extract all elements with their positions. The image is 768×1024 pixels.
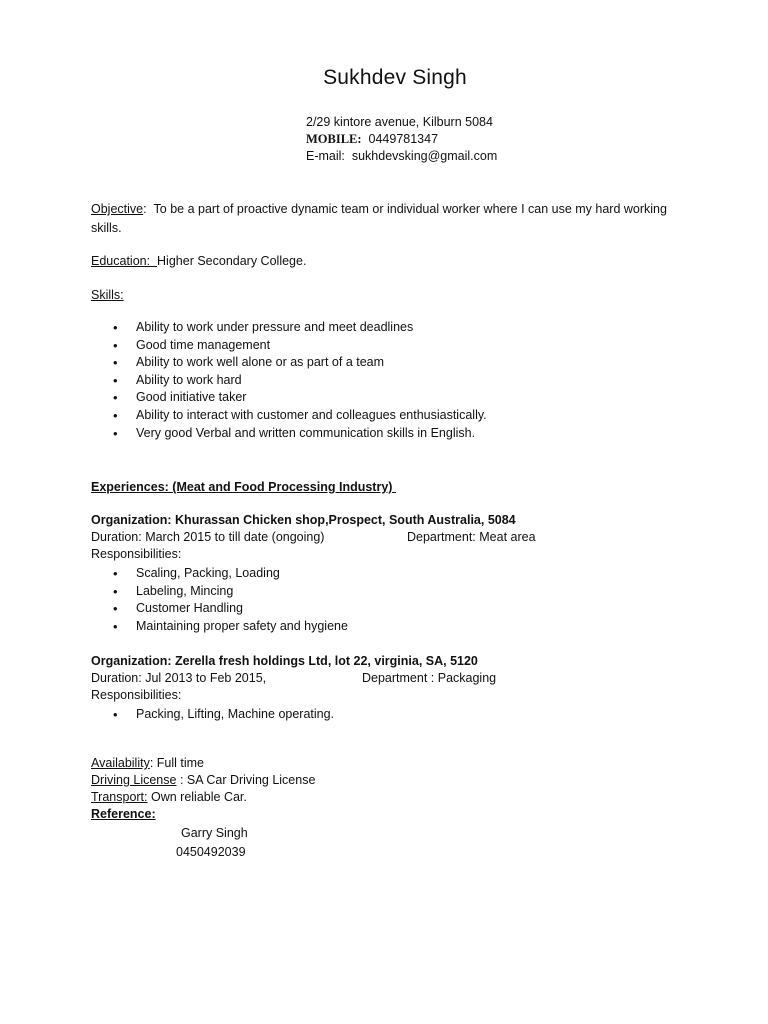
availability-label: Availability <box>91 756 150 770</box>
transport-row <box>91 789 688 806</box>
email-line <box>306 148 497 165</box>
education-text: Higher Secondary College. <box>157 254 307 268</box>
transport-label: Transport: <box>91 790 148 804</box>
contact-block <box>306 114 497 165</box>
objective-text-line1: To be a part of proactive dynamic team or individual worker where I can use my hard working <box>153 202 667 216</box>
list-item: • Maintaining proper safety and hygiene <box>91 618 688 636</box>
skills-list <box>91 319 688 442</box>
list-item: • Ability to work under pressure and meet deadlines <box>91 319 688 337</box>
job-duration-row <box>91 529 688 546</box>
driving-license-label: Driving License <box>91 773 177 787</box>
experiences-heading <box>91 479 688 496</box>
email-address: sukhdevsking@gmail.com <box>351 149 498 163</box>
mobile-number: 0449781347 <box>368 132 439 146</box>
reference-label: Reference: <box>91 807 156 821</box>
responsibilities-list <box>91 706 688 724</box>
education-section <box>91 253 688 270</box>
job-organization: Organization: Khurassan Chicken shop,Prospect, South Australia, 5084 <box>91 513 516 527</box>
objective-section: Objective: To be a part of proactive dynamic team or individual worker where I can use my hard working skills. <box>91 200 688 238</box>
job-duration-row <box>91 670 688 687</box>
job-organization: Organization: Zerella fresh holdings Ltd, lot 22, virginia, SA, 5120 <box>91 654 478 668</box>
list-item: • Very good Verbal and written communication skills in English. <box>91 425 688 443</box>
job-duration: Duration: Jul 2013 to Feb 2015, <box>91 671 267 685</box>
skills-heading <box>91 287 688 304</box>
mobile-label: MOBILE: <box>306 132 362 146</box>
job-department: Department : Packaging <box>362 671 497 685</box>
address: 2/29 kintore avenue, Kilburn 5084 <box>306 115 493 129</box>
driving-license-value: : SA Car Driving License <box>176 773 316 787</box>
list-item: • Packing, Lifting, Machine operating. <box>91 706 688 724</box>
responsibilities-list <box>91 565 688 635</box>
job-duration: Duration: March 2015 to till date (ongoing) <box>91 530 325 544</box>
objective-label: Objective <box>91 202 144 216</box>
mobile-line <box>306 131 497 148</box>
list-item: • Good initiative taker <box>91 389 688 407</box>
job-entry-1 <box>91 512 688 635</box>
job-entry-2 <box>91 653 688 724</box>
list-item: • Customer Handling <box>91 600 688 618</box>
additional-info <box>91 755 688 823</box>
list-item: • Scaling, Packing, Loading <box>91 565 688 583</box>
skills-label: Skills: <box>91 288 124 302</box>
transport-value: Own reliable Car. <box>147 790 247 804</box>
list-item: • Labeling, Mincing <box>91 583 688 601</box>
list-item: • Ability to interact with customer and colleagues enthusiastically. <box>91 407 688 425</box>
objective-text-line2: skills. <box>91 221 122 235</box>
reference-phone: 0450492039 <box>176 845 246 859</box>
list-item: • Ability to work hard <box>91 372 688 390</box>
reference-name: Garry Singh <box>181 826 248 840</box>
responsibilities-label: Responsibilities: <box>91 547 182 561</box>
list-item: • Ability to work well alone or as part of a team <box>91 354 688 372</box>
responsibilities-label: Responsibilities: <box>91 688 182 702</box>
experiences-heading-text: Experiences: (Meat and Food Processing Industry) <box>91 480 393 494</box>
list-item: • Good time management <box>91 337 688 355</box>
availability-row <box>91 755 688 772</box>
education-label: Education: <box>91 254 151 268</box>
driving-license-row <box>91 772 688 789</box>
job-department: Department: Meat area <box>407 530 536 544</box>
reference-row <box>91 806 688 823</box>
availability-value: : Full time <box>149 756 205 770</box>
candidate-name: Sukhdev Singh <box>323 66 467 89</box>
email-label: E-mail: <box>306 149 345 163</box>
